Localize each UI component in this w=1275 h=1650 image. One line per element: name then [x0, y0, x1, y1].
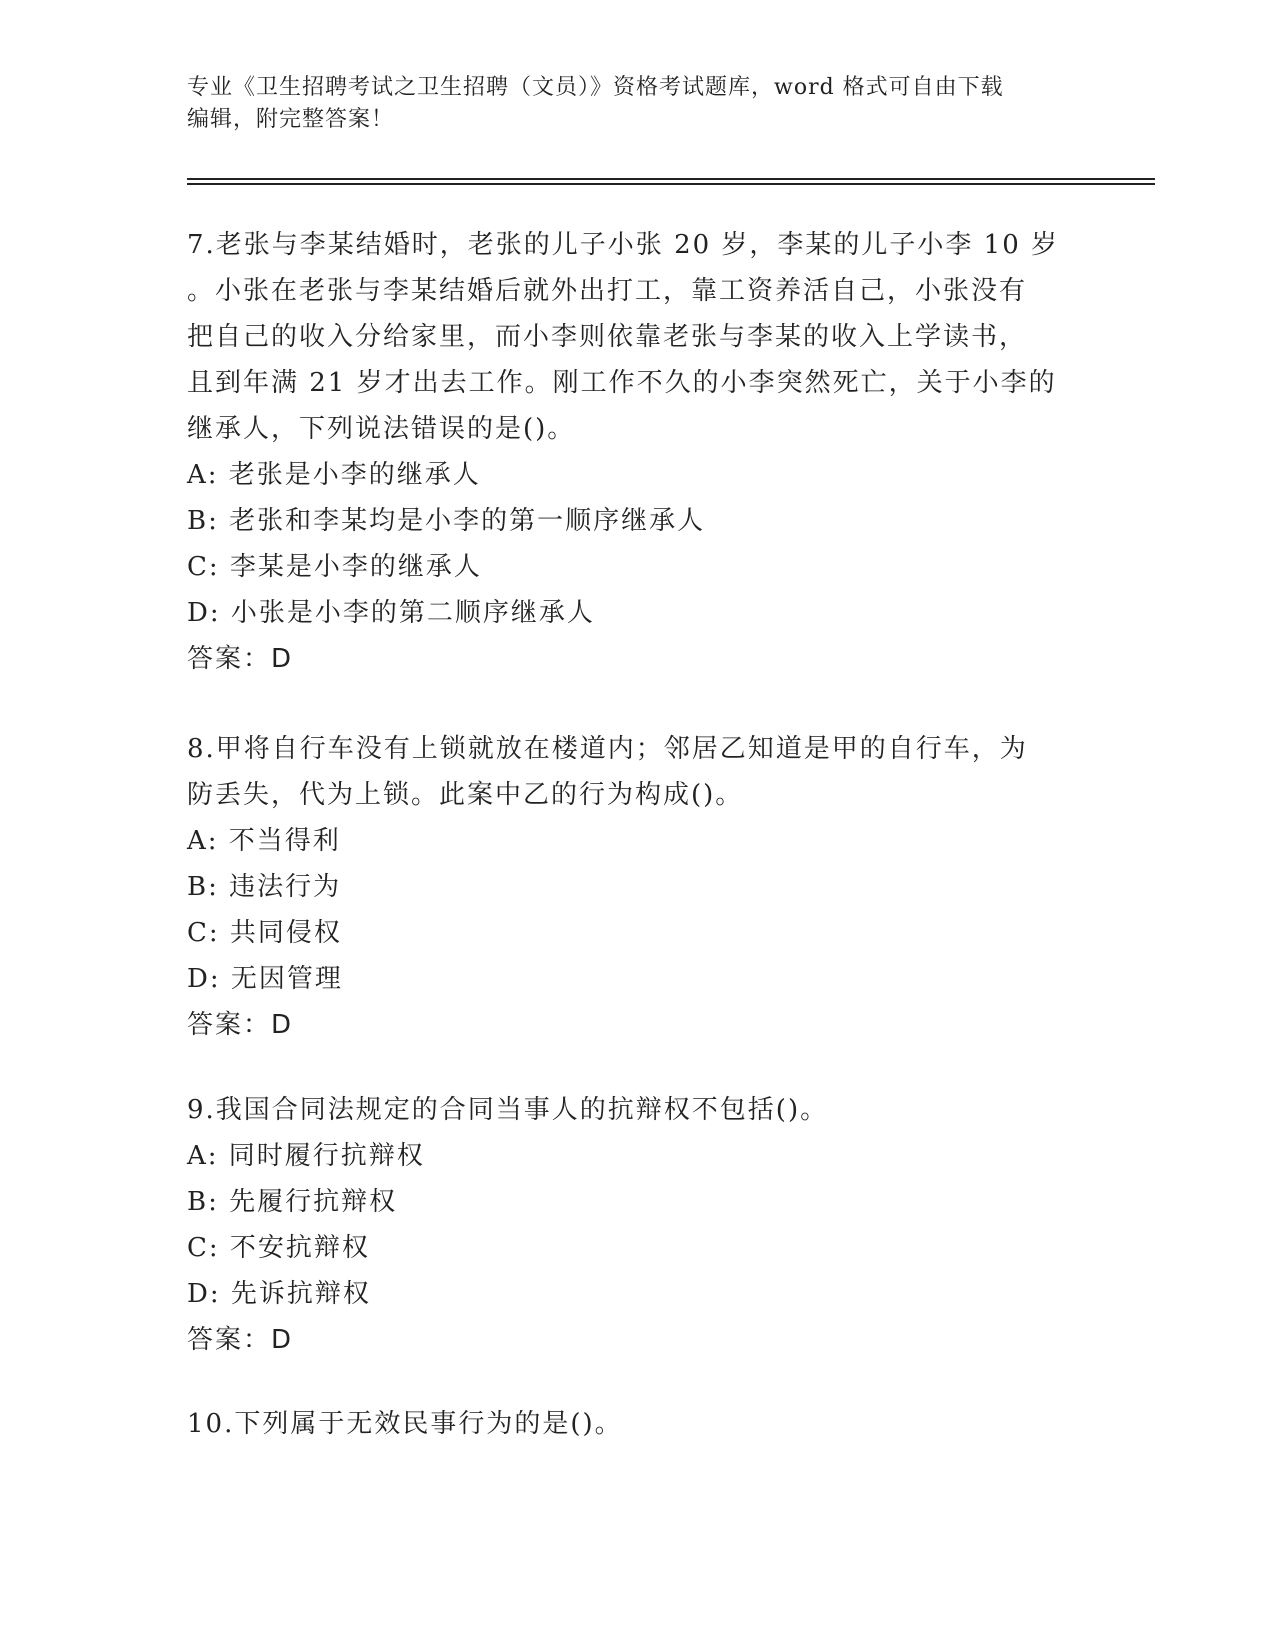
question-8: [187, 726, 1087, 1048]
option-d: D: 先诉抗辩权: [187, 1279, 371, 1309]
stem-line: 10.下列属于无效民事行为的是()。: [187, 1409, 623, 1439]
option-b: B: 违法行为: [187, 872, 342, 902]
header-line-1: 专业《卫生招聘考试之卫生招聘（文员）》资格考试题库，word 格式可自由下载: [187, 75, 1004, 100]
option-a: A: 不当得利: [187, 826, 341, 856]
option-c: C: 李某是小李的继承人: [187, 552, 482, 582]
question-stem: [187, 1087, 1087, 1133]
question-stem: [187, 222, 1087, 452]
question-9: [187, 1087, 1087, 1363]
question-7: [187, 222, 1087, 682]
answer-line: 答案：D: [187, 1325, 294, 1355]
option-a: A: 同时履行抗辩权: [187, 1141, 425, 1171]
stem-line: 继承人，下列说法错误的是()。: [187, 414, 576, 444]
stem-line: 8.甲将自行车没有上锁就放在楼道内；邻居乙知道是甲的自行车，为: [187, 734, 1028, 764]
option-d: D: 小张是小李的第二顺序继承人: [187, 598, 595, 628]
answer-line: 答案：D: [187, 644, 294, 674]
stem-line: 且到年满 21 岁才出去工作。刚工作不久的小李突然死亡，关于小李的: [187, 368, 1057, 398]
question-10: [187, 1401, 1087, 1447]
stem-line: 把自己的收入分给家里，而小李则依靠老张与李某的收入上学读书，: [187, 322, 1028, 352]
stem-line: 9.我国合同法规定的合同当事人的抗辩权不包括()。: [187, 1095, 829, 1125]
stem-line: 防丢失，代为上锁。此案中乙的行为构成()。: [187, 780, 744, 810]
option-a: A: 老张是小李的继承人: [187, 460, 481, 490]
option-d: D: 无因管理: [187, 964, 343, 994]
document-header: [187, 72, 1067, 136]
option-c: C: 共同侵权: [187, 918, 342, 948]
question-stem: [187, 1401, 1087, 1447]
option-b: B: 先履行抗辩权: [187, 1187, 398, 1217]
option-c: C: 不安抗辩权: [187, 1233, 370, 1263]
header-line-2: 编辑，附完整答案！: [187, 107, 395, 132]
question-stem: [187, 726, 1087, 818]
stem-line: 7.老张与李某结婚时，老张的儿子小张 20 岁，李某的儿子小李 10 岁: [187, 230, 1060, 260]
header-divider: [187, 178, 1155, 185]
stem-line: 。小张在老张与李某结婚后就外出打工，靠工资养活自己，小张没有: [187, 276, 1028, 306]
answer-line: 答案：D: [187, 1010, 294, 1040]
option-b: B: 老张和李某均是小李的第一顺序继承人: [187, 506, 706, 536]
